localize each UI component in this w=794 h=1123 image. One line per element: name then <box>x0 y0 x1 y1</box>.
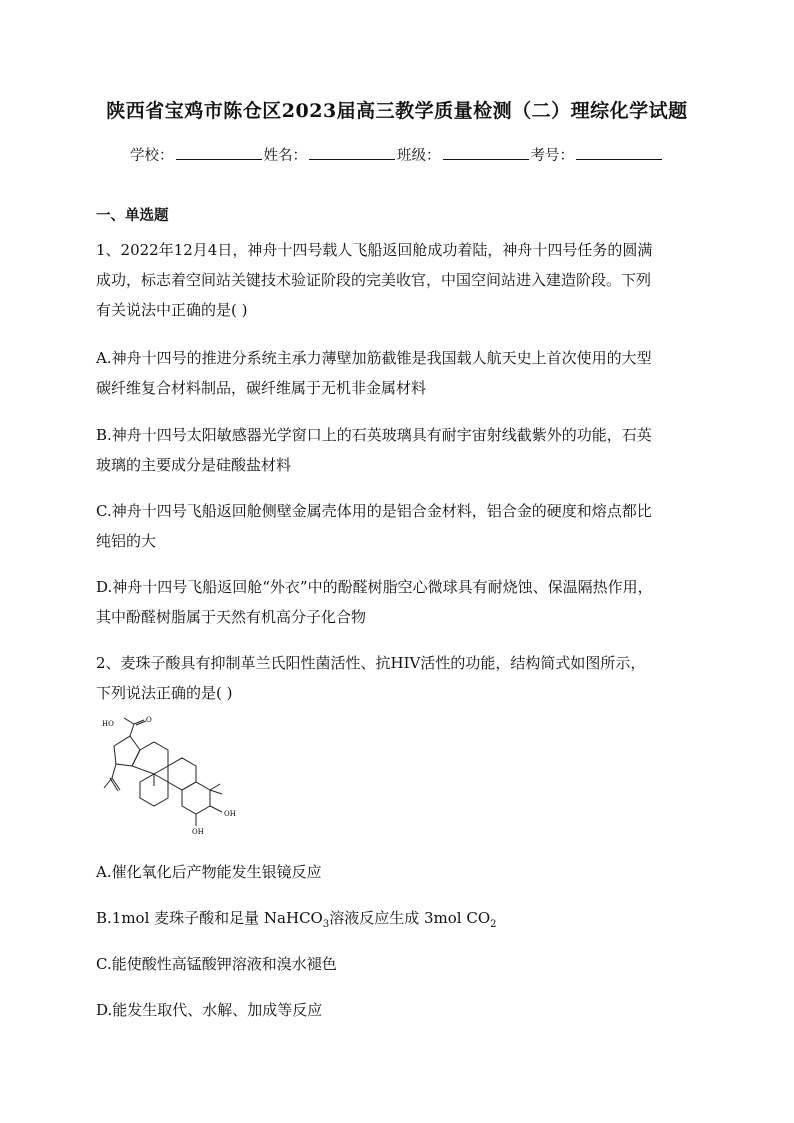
ring-e <box>114 736 140 766</box>
name-label: 姓名： <box>263 148 307 164</box>
ring-c <box>168 758 196 790</box>
question-1-line: 1、2022年12月4日，神舟十四号载人飞船返回舱成功着陆，神舟十四号任务的圆满 <box>96 241 653 259</box>
exam-number-blank[interactable] <box>576 147 662 160</box>
option-line: D.神舟十四号飞船返回舱“外衣”中的酚醛树脂空心微球具有耐烧蚀、保温隔热作用， <box>96 578 653 596</box>
section-heading: 一、单选题 <box>96 208 169 224</box>
question-2-option-c[interactable] <box>96 949 696 979</box>
name-blank[interactable] <box>309 147 395 160</box>
option-b-text-2: 溶液反应生成 3mol CO <box>329 909 491 927</box>
question-2-option-a[interactable] <box>96 857 696 887</box>
class-label: 班级： <box>397 148 441 164</box>
structure-label-oh-1: OH <box>224 810 236 818</box>
option-line: A.神舟十四号的推进分系统主承力薄壁加筋截锥是我国载人航天史上首次使用的大型 <box>96 349 652 367</box>
question-1-line: 成功，标志着空间站关键技术验证阶段的完美收官，中国空间站进入建造阶段。下列 <box>96 271 652 289</box>
question-1-option-d[interactable] <box>96 572 696 632</box>
class-blank[interactable] <box>443 147 529 160</box>
school-blank[interactable] <box>176 147 262 160</box>
option-line: 碳纤维复合材料制品，碳纤维属于无机非金属材料 <box>96 379 427 397</box>
exam-number-field[interactable] <box>531 144 665 165</box>
option-line: A.催化氧化后产物能发生银镜反应 <box>96 863 322 881</box>
option-line: B.神舟十四号太阳敏感器光学窗口上的石英玻璃具有耐宇宙射线截紫外的功能，石英 <box>96 426 652 444</box>
school-field[interactable] <box>130 144 264 165</box>
name-field[interactable] <box>264 144 398 165</box>
student-info-row <box>0 144 794 165</box>
option-b-subscript-2: 2 <box>490 919 497 930</box>
exam-number-label: 考号： <box>530 148 574 164</box>
class-field[interactable] <box>397 144 531 165</box>
option-b-subscript-1: 3 <box>322 919 330 930</box>
option-line: C.神舟十四号飞船返回舱侧壁金属壳体用的是铝合金材料，铝合金的硬度和熔点都比 <box>96 502 652 520</box>
question-1-option-b[interactable] <box>96 420 696 480</box>
question-2-option-b[interactable] <box>96 903 696 940</box>
question-1-option-a[interactable] <box>96 343 696 403</box>
structure-label-oh-2: OH <box>192 828 204 836</box>
page-title: 陕西省宝鸡市陈仓区2023届高三教学质量检测（二）理综化学试题 <box>106 100 688 122</box>
structure-label-ho: HO <box>102 720 114 728</box>
option-line: 纯铝的大 <box>96 532 157 550</box>
option-line: 玻璃的主要成分是硅酸盐材料 <box>96 456 292 474</box>
molecular-structure-image <box>96 714 246 844</box>
question-1-stem <box>96 235 696 325</box>
ring-a <box>182 782 210 814</box>
question-1-option-c[interactable] <box>96 496 696 556</box>
option-line: 其中酚醛树脂属于天然有机高分子化合物 <box>96 608 367 626</box>
question-1-line: 有关说法中正确的是( ) <box>96 301 248 319</box>
question-2-line: 下列说法正确的是( ) <box>96 684 233 702</box>
option-line <box>96 903 696 940</box>
question-2-line: 2、麦珠子酸具有抑制革兰氏阳性菌活性、抗HIV活性的功能，结构简式如图所示， <box>96 654 646 672</box>
school-label: 学校： <box>130 148 174 164</box>
question-2-stem <box>96 648 696 708</box>
question-2-option-d[interactable] <box>96 995 696 1025</box>
structure-label-o: O <box>146 716 152 724</box>
option-line: D.能发生取代、水解、加成等反应 <box>96 1001 323 1019</box>
option-b-text-1: B.1mol 麦珠子酸和足量 NaHCO <box>96 909 323 927</box>
option-line: C.能使酸性高锰酸钾溶液和溴水褪色 <box>96 955 337 973</box>
